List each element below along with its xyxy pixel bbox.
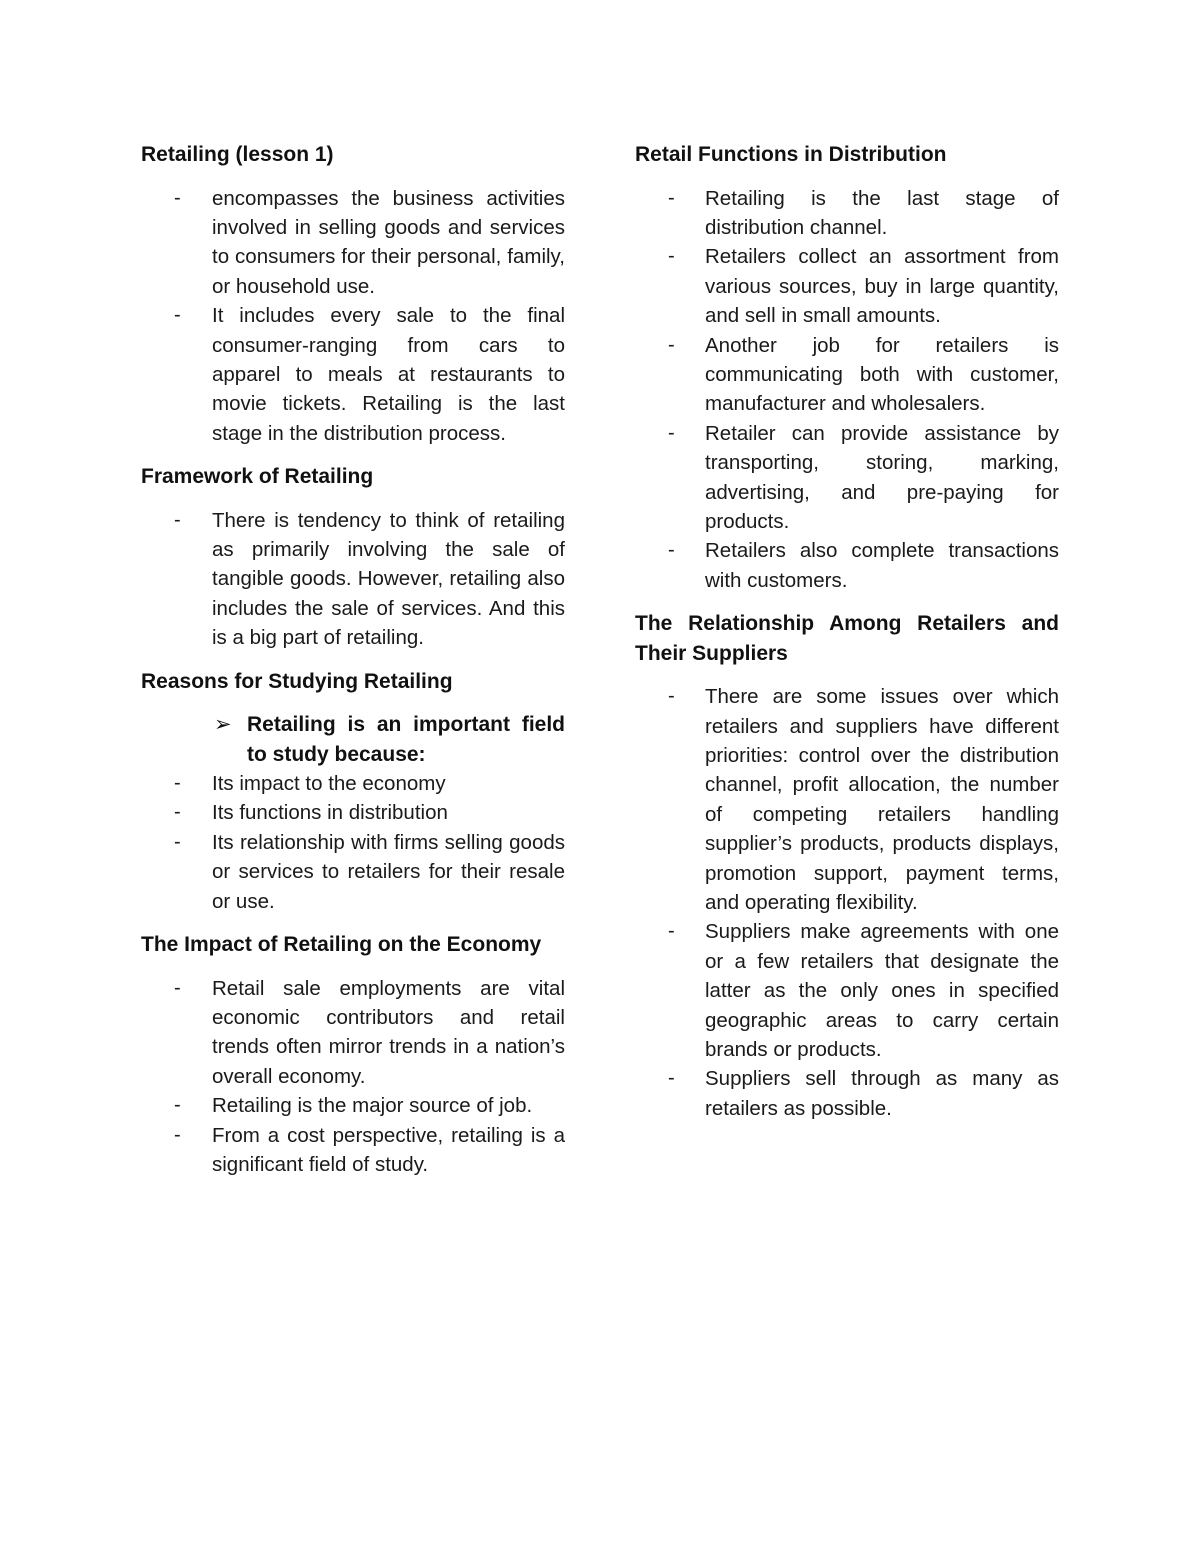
dash-bullet: - (174, 772, 181, 794)
list-item-text: There are some issues over which retailers and suppliers have different priorities: control over the distribution channel, profit allocation, the number of competing retailers handling supplier’s products, products displays, promotion support, payment terms, and operating flexibility. (705, 685, 1059, 915)
bullet-list (141, 184, 565, 449)
list-item (141, 974, 565, 1092)
list-item (141, 769, 565, 798)
section-framework (141, 462, 565, 653)
list-item (141, 184, 565, 302)
dash-bullet: - (668, 421, 675, 444)
list-item (635, 1064, 1059, 1123)
list-item (635, 242, 1059, 330)
list-item-text: There is tendency to think of retailing as primarily involving the sale of tangible goods. However, retailing also includes the sale of services. And this is a big part of retailing. (212, 508, 565, 650)
dash-bullet: - (668, 920, 675, 943)
list-item-text: From a cost perspective, retailing is a significant field of study. (212, 1123, 565, 1176)
section-heading: The Relationship Among Retailers and Their Suppliers (635, 612, 1059, 665)
list-item (141, 301, 565, 448)
section-heading: The Impact of Retailing on the Economy (141, 933, 542, 957)
list-item (141, 798, 565, 827)
list-item (141, 828, 565, 916)
list-item-text: Retail sale employments are vital economic contributors and retail trends often mirror trends in a nation’s overall economy. (212, 976, 565, 1088)
list-item-text: Retailer can provide assistance by transporting, storing, marking, advertising, and pre-paying for products. (705, 421, 1059, 533)
list-item-text: Its functions in distribution (212, 801, 448, 825)
list-item (635, 682, 1059, 917)
list-item-text: Suppliers sell through as many as retailers as possible. (705, 1067, 1059, 1120)
dash-bullet: - (174, 801, 181, 824)
bullet-list (635, 682, 1059, 1123)
bullet-list (141, 974, 565, 1180)
list-item-text: Its impact to the economy (212, 772, 446, 795)
list-item (635, 536, 1059, 595)
list-item-text: Retailers collect an assortment from various sources, buy in large quantity, and sell in small amounts. (705, 245, 1059, 328)
dash-bullet: - (668, 539, 675, 562)
arrow-point (141, 710, 565, 769)
right-column (635, 140, 1059, 1137)
dash-bullet: - (174, 1094, 181, 1117)
dash-bullet: - (668, 186, 675, 209)
arrow-bullet-icon: ➢ (214, 713, 232, 737)
list-item-text: Retailing is the major source of job. (212, 1094, 533, 1118)
list-item (635, 331, 1059, 419)
dash-bullet: - (174, 508, 181, 531)
bullet-list (141, 769, 565, 916)
dash-bullet: - (174, 186, 181, 209)
section-heading: Retailing (lesson 1) (141, 143, 334, 166)
arrow-point-text: Retailing is an important field to study because: (247, 713, 565, 766)
section-impact (141, 930, 565, 1179)
list-item (141, 1121, 565, 1180)
dash-bullet: - (668, 333, 675, 356)
list-item (141, 506, 565, 653)
left-column (141, 140, 565, 1193)
section-retail-functions (635, 140, 1059, 595)
list-item (635, 419, 1059, 537)
section-heading: Retail Functions in Distribution (635, 143, 947, 166)
list-item (635, 184, 1059, 243)
list-item (141, 1091, 565, 1120)
list-item-text: Its relationship with firms selling goods or services to retailers for their resale or use. (212, 830, 565, 913)
list-item-text: It includes every sale to the final consumer-ranging from cars to apparel to meals at restaurants to movie tickets. Retailing is the last stage in the distribution process. (212, 304, 565, 445)
dash-bullet: - (668, 245, 675, 268)
section-reasons (141, 667, 565, 916)
list-item-text: Suppliers make agreements with one or a few retailers that designate the latter as the only ones in specified geographic areas to carry certain brands or products. (705, 920, 1059, 1062)
section-relationship (635, 609, 1059, 1123)
list-item-text: encompasses the business activities involved in selling goods and services to consumers for their personal, family, or household use. (212, 186, 565, 298)
list-item-text: Retailing is the last stage of distribution channel. (705, 186, 1059, 239)
dash-bullet: - (174, 304, 181, 327)
dash-bullet: - (174, 830, 181, 853)
bullet-list (635, 184, 1059, 596)
dash-bullet: - (668, 685, 675, 708)
dash-bullet: - (668, 1067, 675, 1090)
list-item-text: Retailers also complete transactions with customers. (705, 539, 1059, 592)
list-item-text: Another job for retailers is communicating both with customer, manufacturer and wholesalers. (705, 333, 1059, 416)
dash-bullet: - (174, 976, 181, 999)
list-item (635, 917, 1059, 1064)
dash-bullet: - (174, 1123, 181, 1146)
section-retailing (141, 140, 565, 448)
section-heading: Framework of Retailing (141, 465, 374, 489)
section-heading: Reasons for Studying Retailing (141, 669, 453, 693)
bullet-list (141, 506, 565, 653)
